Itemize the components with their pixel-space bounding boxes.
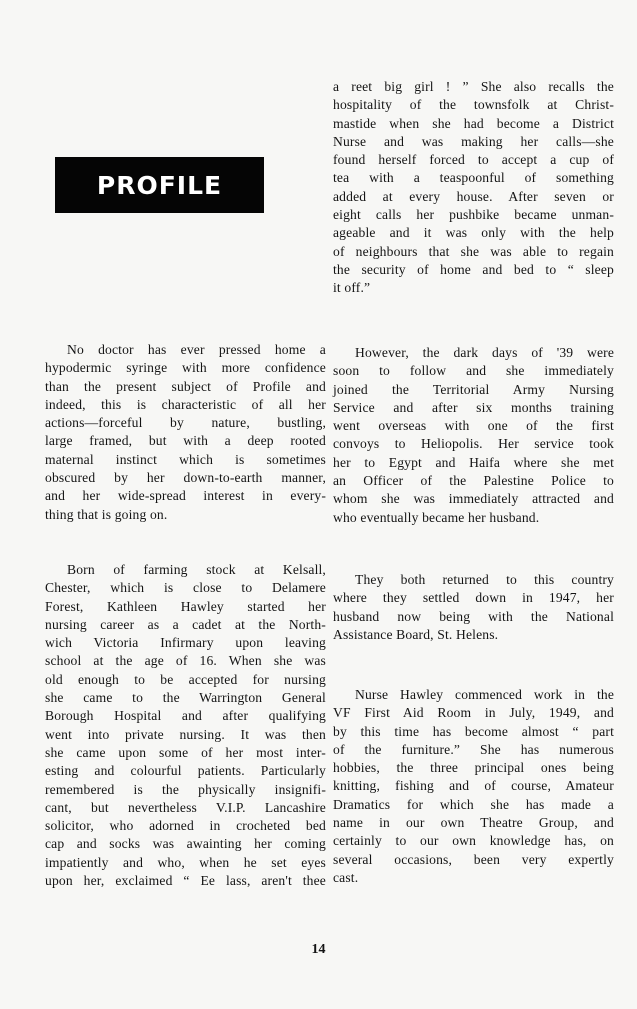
text-line: an Officer of the Palestine Police to <box>333 473 614 489</box>
text-line: No doctor has ever pressed home a <box>67 342 326 357</box>
paragraph-intro <box>45 341 326 524</box>
text-line: mastide when she had become a District <box>333 115 614 131</box>
text-line: she came to the Warrington General <box>45 690 326 706</box>
text-line: large framed, but with a deep rooted <box>45 433 326 449</box>
text-line: cant, but nevertheless V.I.P. Lancashire <box>45 799 326 815</box>
text-line: ageable and it was only with the help <box>333 225 614 241</box>
text-line: than the present subject of Profile and <box>45 378 326 394</box>
text-line: However, the dark days of '39 were <box>355 345 614 360</box>
text-line: wich Victoria Infirmary upon leaving <box>45 635 326 651</box>
text-line: thing that is going on. <box>45 506 168 522</box>
text-line: hospitality of the townsfolk at Christ- <box>333 97 614 113</box>
text-line: school at the age of 16. When she was <box>45 653 326 669</box>
text-line: soon to follow and she immediately <box>333 363 614 379</box>
text-line: Borough Hospital and after qualifying <box>45 708 326 724</box>
text-line: name in our own Theatre Group, and <box>333 815 614 831</box>
text-line: Chester, which is close to Delamere <box>45 580 326 596</box>
text-line: and her wide-spread interest in every- <box>45 488 326 504</box>
text-line: hobbies, the three principal ones being <box>333 760 614 776</box>
text-line: of neighbours that she was able to regain <box>333 243 614 259</box>
text-line: indeed, this is characteristic of all her <box>45 396 326 412</box>
text-line: hypodermic syringe with more confidence <box>45 360 326 376</box>
text-line: who eventually became her husband. <box>333 509 540 525</box>
text-line: Born of farming stock at Kelsall, <box>67 562 326 577</box>
text-line: found herself forced to accept a cup of <box>333 152 614 168</box>
text-line: tea with a teaspoonful of something <box>333 170 614 186</box>
text-line: They both returned to this country <box>355 572 614 587</box>
text-line: VF First Aid Room in July, 1949, and <box>333 705 614 721</box>
paragraph-early-career <box>45 561 326 890</box>
text-line: remembered is the physically insignifi- <box>45 781 326 797</box>
text-line: upon her, exclaimed “ Ee lass, aren't thee <box>45 873 326 889</box>
text-line: husband now being with the National <box>333 608 614 624</box>
text-line: where they settled down in 1947, her <box>333 590 614 606</box>
text-line: knitting, fishing and of course, Amateur <box>333 778 614 794</box>
text-line: joined the Territorial Army Nursing <box>333 381 614 397</box>
text-line: cast. <box>333 869 359 885</box>
text-line: Service and after six months training <box>333 399 614 415</box>
text-line: old enough to be accepted for nursing <box>45 671 326 687</box>
text-line: whom she was immediately attracted and <box>333 491 614 507</box>
text-line: nursing career as a cadet at the North- <box>45 616 326 632</box>
text-line: went into private nursing. It was then <box>45 726 326 742</box>
text-line: Assistance Board, St. Helens. <box>333 626 499 642</box>
text-line: a reet big girl ! ” She also recalls the <box>333 79 614 94</box>
text-line: solicitor, who adorned in crocheted bed <box>45 818 326 834</box>
text-line: Nurse Hawley commenced work in the <box>355 687 614 702</box>
paragraph-return <box>333 571 614 644</box>
text-line: obscured by her down-to-earth manner, <box>45 470 326 486</box>
text-line: esting and colourful patients. Particularly <box>45 763 326 779</box>
text-line: went overseas with one of the first <box>333 418 614 434</box>
text-line: convoys to Heliopolis. Her service took <box>333 436 614 452</box>
banner-title: PROFILE <box>96 170 223 200</box>
text-line: her to Egypt and Haifa where she met <box>333 454 614 470</box>
text-line: impatiently and who, when he set eyes <box>45 854 326 870</box>
text-line: Dramatics for which she has made a <box>333 796 614 812</box>
text-line: the security of home and bed to “ sleep <box>333 261 614 277</box>
text-line: cap and socks was awainting her coming <box>45 836 326 852</box>
text-line: several occasions, been very expertly <box>333 851 614 867</box>
paragraph-christmastide <box>333 78 614 298</box>
text-line: eight calls her pushbike became unman- <box>333 207 614 223</box>
text-line: maternal instinct which is sometimes <box>45 451 326 467</box>
paragraph-wartime <box>333 344 614 527</box>
text-line: it off.” <box>333 280 371 296</box>
paragraph-hobbies <box>333 686 614 887</box>
text-line: actions—forceful by nature, bustling, <box>45 415 326 431</box>
text-line: by this time has become almost “ part <box>333 723 614 739</box>
page-number: 14 <box>311 942 326 957</box>
text-line: Nurse and was making her calls—she <box>333 133 614 149</box>
text-line: of the furniture.” She has numerous <box>333 741 614 757</box>
text-line: certainly to our own knowledge has, on <box>333 833 614 849</box>
text-line: added at every house. After seven or <box>333 188 614 204</box>
text-line: Forest, Kathleen Hawley started her <box>45 598 326 614</box>
text-line: she came upon some of her most inter- <box>45 744 326 760</box>
profile-banner <box>55 157 264 213</box>
